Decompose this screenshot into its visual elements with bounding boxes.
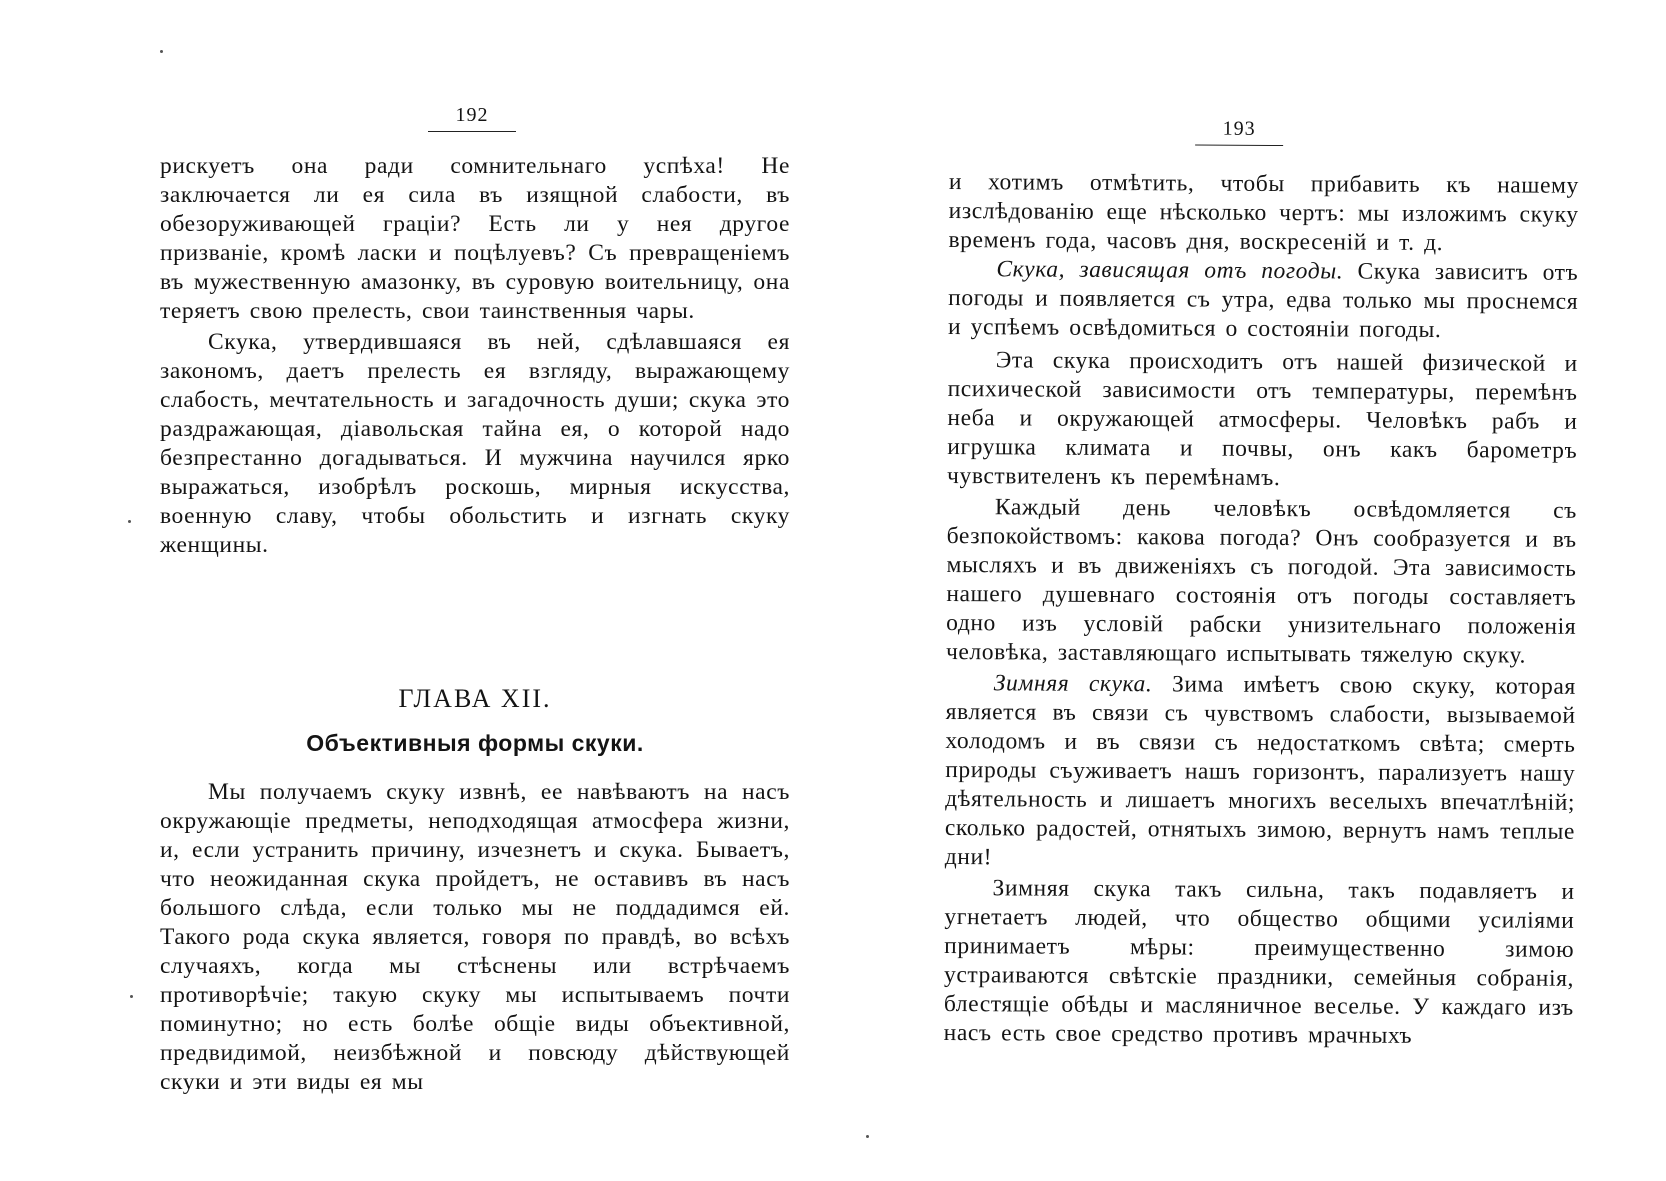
paragraph: Скука, утвердившаяся въ ней, сдѣлавшаяся ея закономъ, даетъ прелесть ея взгляду, выражающему слабость, мечтательность и загадочность души; скука это раздражающая, діавольская тайна ея, о которой надо безпрестанно догадываться. И мужчина научился ярко выражаться, изобрѣлъ роскошь, мирныя искусства, военную славу, чтобы обольстить и изгнать скуку женщины. (160, 329, 790, 558)
paragraph: Эта скука происходитъ отъ нашей физической и психической зависимости отъ температуры, перемѣнъ неба и окружающей атмосферы. Человѣкъ рабъ и игрушка климата и почвы, онъ какъ барометръ чувствителенъ къ перемѣнамъ. (947, 347, 1578, 492)
right-text-block (944, 168, 1579, 1052)
left-page (160, 0, 790, 1181)
paragraph (948, 255, 1579, 346)
paragraph-text: Скука зависитъ отъ погоды и появляется съ утра, едва только мы проснемся и успѣемъ освѣдомиться о состояніи погоды. (947, 258, 1579, 344)
paragraph: Зимняя скука такъ сильна, такъ подавляетъ и угнетаетъ людей, что общество общими усиліями принимаетъ мѣры: преимущественно зимою устраиваются свѣтскіе праздники, семейныя собранія, блестящіе обѣды и масляничное веселье. У каждаго изъ насъ есть свое средство противъ мрачныхъ (943, 875, 1575, 1049)
section-heading-winter: Зимняя скука. (993, 670, 1153, 698)
chapter-title: ГЛАВА XII. (398, 684, 552, 713)
paragraph: Каждый день человѣкъ освѣдомляется съ безпокойствомъ: какова погода? Онъ сообразуется и въ мысляхъ и въ движеніяхъ съ погодой. Эта зависимость нашего душевнаго состоянія отъ погоды составляетъ одно изъ условій рабски унизительнаго положенія человѣка, заставляющаго испытывать тяжелую скуку. (945, 494, 1577, 669)
paragraph (945, 669, 1576, 876)
right-page (943, 0, 1580, 1181)
left-text-block-1 (160, 152, 790, 560)
scan-speck (866, 1135, 869, 1138)
scan-speck (128, 520, 131, 523)
scan-speck (130, 995, 133, 998)
paragraph: и хотимъ отмѣтить, чтобы прибавить къ нашему изслѣдованію еще нѣсколько чертъ: мы изложимъ скуку временъ года, часовъ дня, воскресеній и т. д. (948, 168, 1579, 257)
paragraph: Мы получаемъ скуку извнѣ, ее навѣваютъ на насъ окружающіе предметы, неподходящая атмосфера жизни, и, если устранить причину, изчезнетъ и скука. Бываетъ, что неожиданная скука пройдетъ, не оставивъ въ насъ большого слѣда, если только мы не поддадимся ей. Такого рода скука является, говоря по правдѣ, во всѣхъ случаяхъ, когда мы стѣснены или встрѣчаемъ противорѣчіе; такую скуку мы испытываемъ почти поминутно; но есть болѣе общіе виды объективной, предвидимой, неизбѣжной и повсюду дѣйствующей скуки и эти виды ея мы (160, 779, 790, 1095)
scan-speck (160, 50, 163, 53)
chapter-subtitle: Объективныя формы скуки. (306, 730, 644, 756)
page-number-right: 193 (1179, 117, 1299, 146)
paragraph: рискуетъ она ради сомнительнаго успѣха! Не заключается ли ея сила въ изящной слабости, въ обезоруживающей граціи? Есть ли у нея другое призваніе, кромѣ ласки и поцѣлуевъ? Съ превращеніемъ въ мужественную амазонку, въ суровую воительницу, она теряетъ свою прелесть, свои таинственныя чары. (160, 153, 790, 324)
page-number-left: 192 (412, 104, 532, 132)
paragraph-text: Зима имѣетъ свою скуку, которая является въ связи съ чувствомъ слабости, вызываемой холодомъ и въ связи съ недостаткомъ свѣта; смерть природы съуживаетъ нашъ горизонтъ, парализуетъ нашу дѣятельность и лишаетъ многихъ веселыхъ впечатлѣній; сколько радостей, отнятыхъ зимою, вернутъ намъ теплые дни! (944, 671, 1576, 871)
left-text-block-2 (160, 778, 790, 1097)
section-heading-weather: Скука, зависящая отъ погоды. (996, 256, 1344, 285)
